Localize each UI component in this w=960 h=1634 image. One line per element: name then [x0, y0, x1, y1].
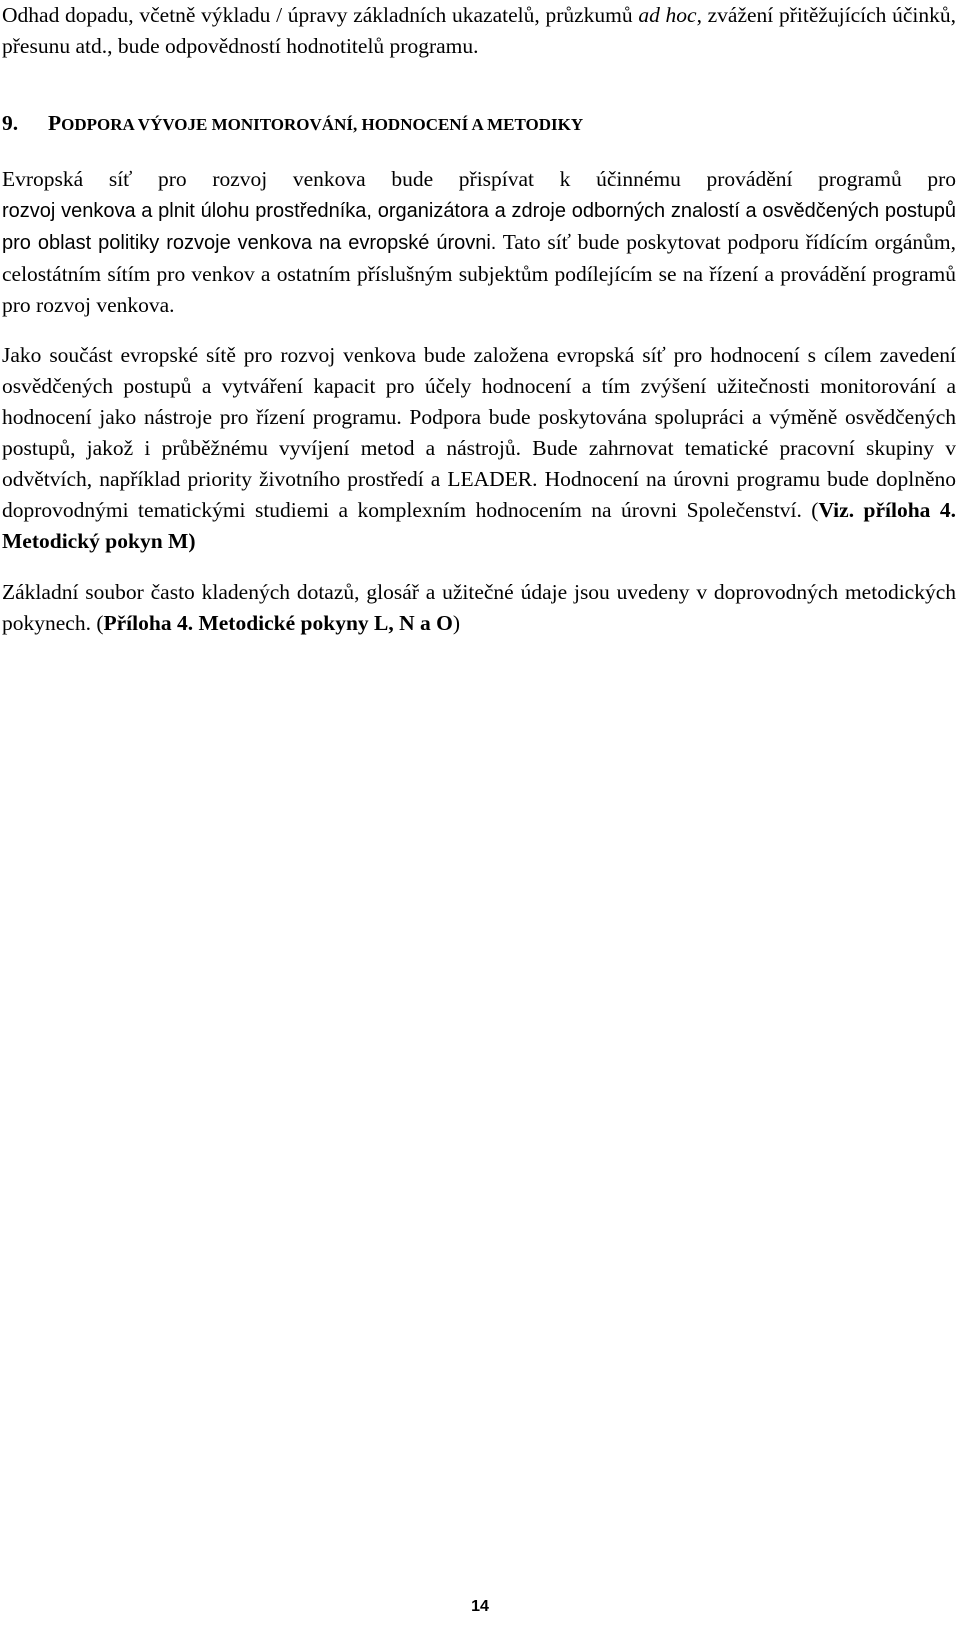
page-number: 14 [471, 1598, 489, 1615]
section-number: 9. [2, 111, 19, 135]
faq-reference: Příloha 4. Metodické pokyny L, N a O [103, 611, 453, 635]
evaluation-text: Jako součást evropské sítě pro rozvoj venkova bude založena evropská síť pro hodnocení s cílem zavedení osvědčených postupů a vytváření kapacit pro účely hodnocení a tím zvýšení užitečnosti monitorování a hodnocení jako nástroje pro řízení programu. Podpora bude poskytována spolupráci a výměně osvědčených postupů, jakož i průběžnému vyvíjení metod a nástrojů. Bude zahrnovat tematické pracovní skupiny v odvětvích, například priority životního prostředí a LEADER. Hodnocení na úrovni programu bude doplněno doprovodnými tematickými studiemi a komplexním hodnocením na úrovni Společenství. ( [2, 343, 956, 522]
section-heading [2, 108, 956, 140]
intro-text-1: Odhad dopadu, včetně výkladu / úpravy základních ukazatelů, průzkumů [2, 3, 639, 27]
page-content [2, 0, 956, 639]
section-title-initial: P [48, 111, 62, 135]
faq-text: Základní soubor často kladených dotazů, glosář a užitečné údaje jsou uvedeny v doprovodných metodických pokynech. ( [2, 580, 956, 635]
evaluation-paragraph [2, 340, 956, 557]
network-paragraph-rest [2, 195, 956, 321]
intro-text-2: , zvážení přitěžujících účinků, přesunu atd., bude odpovědností hodnotitelů programu. [2, 3, 957, 58]
network-paragraph-line1 [2, 164, 956, 195]
network-text-serif: Evropská síť pro rozvoj venkova bude přispívat k účinnému provádění programů pro [2, 167, 956, 191]
faq-paragraph [2, 577, 956, 639]
section-title-rest: ODPORA VÝVOJE MONITOROVÁNÍ, HODNOCENÍ A METODIKY [61, 115, 584, 134]
faq-close: ) [452, 611, 461, 635]
intro-paragraph [2, 0, 956, 62]
intro-emphasis: ad hoc [638, 3, 697, 27]
network-text-sans: rozvoj venkova a plnit úlohu prostředníka, organizátora a zdroje odborných znalostí a osvědčených postupů pro oblast politiky rozvoje venkova na evropské úrovni. [2, 200, 956, 254]
network-text-serif-2: Tato síť bude poskytovat podporu řídícím orgánům, celostátním sítím pro venkov a ostatním příslušným subjektům podílejícím se na řízení a provádění programů pro rozvoj venkova. [2, 230, 956, 317]
evaluation-reference: Viz. příloha 4. Metodický pokyn M) [2, 498, 956, 553]
